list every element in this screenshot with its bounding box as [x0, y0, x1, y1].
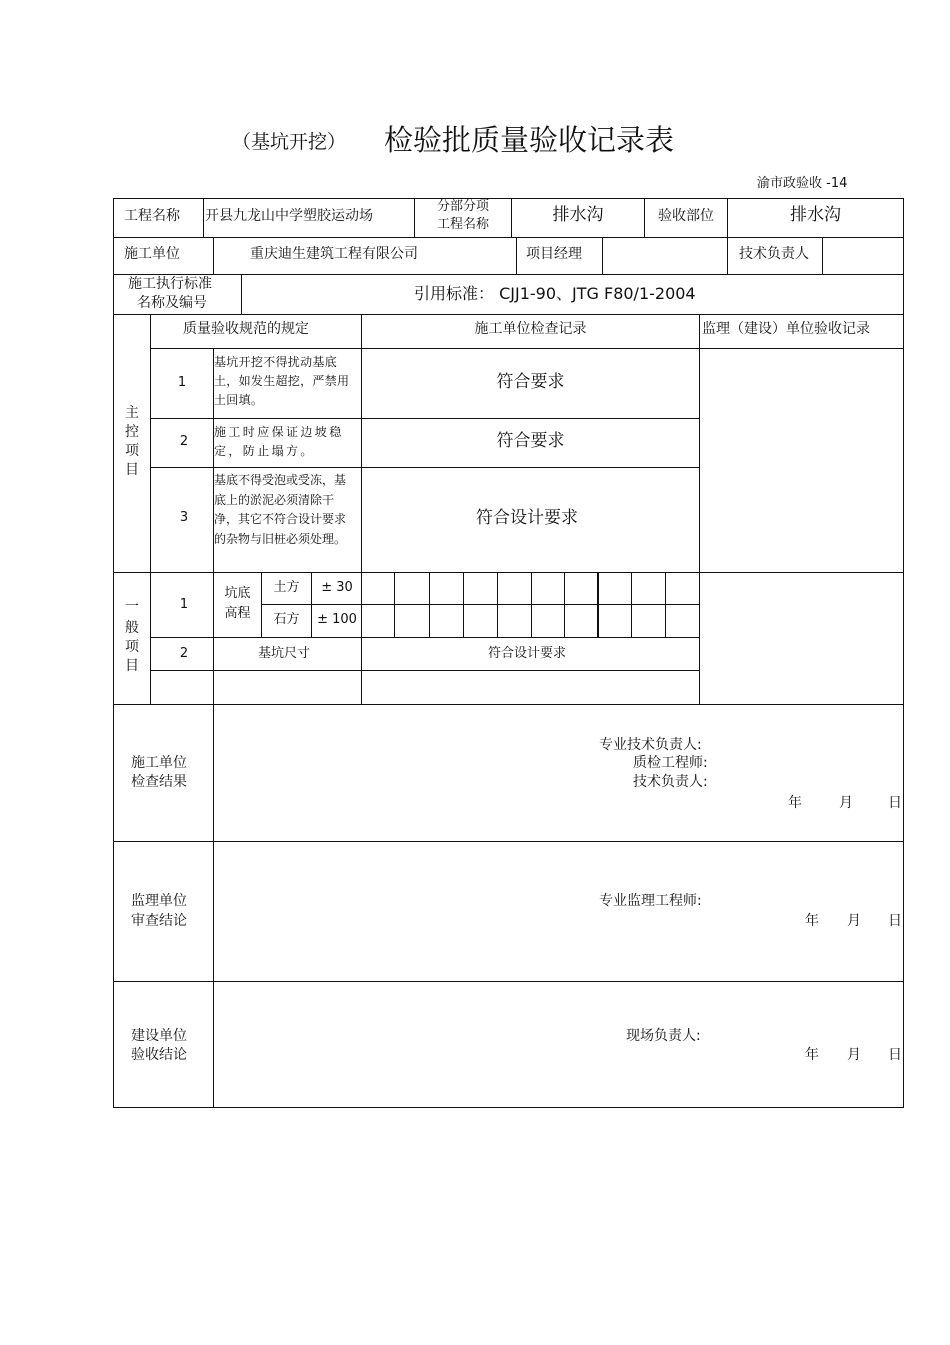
standard-value: 引用标准： CJJ1-90、JTG F80/1-2004: [414, 284, 696, 303]
date-day: 日: [888, 913, 902, 929]
tech-lead-label: 技术负责人: [739, 246, 809, 262]
signature-label: 质检工程师:: [633, 755, 708, 771]
section-label-line2: 验收结论: [131, 1047, 187, 1063]
general-items-label-char: 一: [125, 599, 139, 615]
main-items-label-char: 主: [125, 405, 139, 421]
date-day: 日: [888, 1047, 902, 1063]
date-month: 月: [847, 913, 861, 929]
date-year: 年: [805, 1047, 819, 1063]
date-month: 月: [847, 1047, 861, 1063]
acceptance-part-value: 排水沟: [790, 205, 841, 225]
item-number: 3: [179, 510, 189, 525]
date-month: 月: [839, 795, 853, 811]
section-label-line1: 建设单位: [131, 1028, 187, 1044]
supervisor-record-header: 监理（建设）单位验收记录: [702, 321, 870, 337]
title-prefix: （基坑开挖）: [232, 131, 347, 153]
standard-label-line2: 名称及编号: [137, 295, 207, 311]
contractor-check-header: 施工单位检查记录: [474, 321, 587, 337]
acceptance-part-label: 验收部位: [658, 208, 714, 224]
date-year: 年: [805, 913, 819, 929]
item-name-line1: 坑底: [224, 586, 251, 601]
main-items-label-char: 项: [125, 443, 139, 459]
date-day: 日: [888, 795, 902, 811]
item-result: 符合要求: [496, 372, 565, 392]
item-result: 符合要求: [496, 431, 565, 451]
page-title: 检验批质量验收记录表: [384, 123, 675, 157]
section-label-line1: 施工单位: [131, 755, 187, 771]
sub-item-tolerance: ± 100: [317, 612, 357, 627]
subproject-label-line2: 工程名称: [436, 217, 489, 232]
signature-label: 现场负责人:: [626, 1028, 701, 1044]
general-items-label-char: 目: [125, 658, 139, 674]
sub-item-type: 石方: [273, 612, 300, 627]
project-name-value: 开县九龙山中学塑胶运动场: [205, 208, 373, 224]
section-label-line2: 审查结论: [131, 913, 187, 929]
signature-label: 专业技术负责人:: [599, 737, 702, 753]
section-label-line1: 监理单位: [131, 893, 187, 909]
item-name-line2: 高程: [224, 606, 251, 621]
spec-column-header: 质量验收规范的规定: [183, 321, 309, 337]
item-number: 2: [179, 434, 189, 449]
project-manager-label: 项目经理: [526, 246, 582, 262]
item-number: 1: [177, 375, 187, 390]
item-number: 1: [179, 597, 189, 612]
item-text: 施工时应保证边坡稳定，防止塌方。: [214, 425, 344, 458]
project-name-label: 工程名称: [124, 208, 180, 224]
date-year: 年: [788, 795, 802, 811]
general-items-label-char: 般: [125, 620, 139, 636]
section-label-line2: 检查结果: [131, 774, 187, 790]
item-result: 符合设计要求: [487, 646, 566, 661]
subproject-value: 排水沟: [552, 205, 604, 225]
item-text: 基坑开挖不得扰动基底土，如发生超挖，严禁用土回填。: [214, 355, 350, 407]
subproject-label-line1: 分部分项: [436, 199, 489, 214]
general-items-label-char: 项: [125, 639, 139, 655]
sub-item-tolerance: ± 30: [321, 580, 353, 595]
standard-label-line1: 施工执行标准: [128, 276, 212, 292]
main-items-label-char: 目: [125, 462, 139, 478]
item-text: 基底不得受泡或受冻，基底上的淤泥必须清除干净，其它不符合设计要求的杂物与旧桩必须处理。: [214, 473, 347, 546]
signature-label: 技术负责人:: [633, 774, 708, 790]
signature-label: 专业监理工程师:: [599, 893, 702, 909]
item-result: 符合设计要求: [476, 508, 578, 528]
item-name: 基坑尺寸: [257, 646, 310, 661]
contractor-value: 重庆迪生建筑工程有限公司: [250, 246, 418, 262]
form-code: 渝市政验收 -14: [757, 176, 848, 191]
main-items-label-char: 控: [125, 424, 139, 440]
item-number: 2: [179, 646, 189, 661]
contractor-label: 施工单位: [124, 246, 180, 262]
sub-item-type: 土方: [273, 580, 300, 595]
